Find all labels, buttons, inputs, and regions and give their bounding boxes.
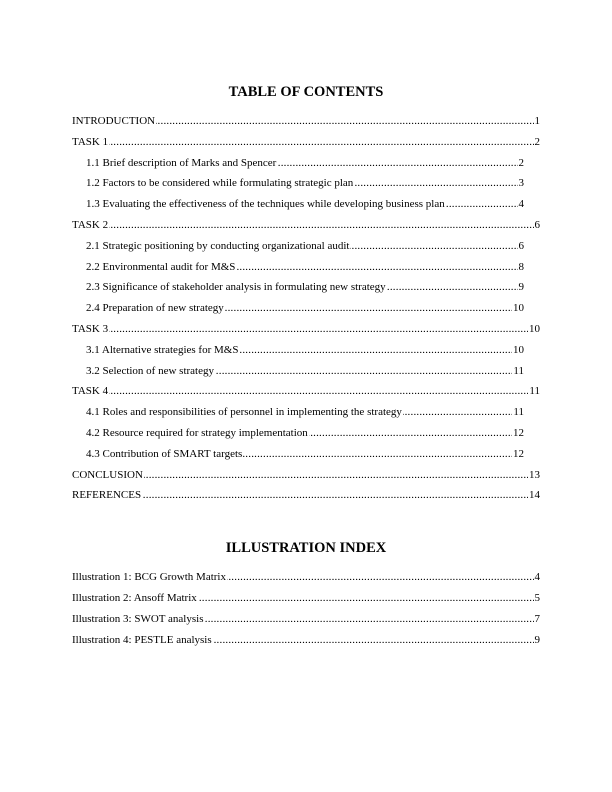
toc-entry[interactable] xyxy=(72,217,540,233)
toc-entry[interactable] xyxy=(72,487,540,503)
toc-entry[interactable] xyxy=(86,300,524,316)
illustration-index-title: ILLUSTRATION INDEX xyxy=(225,540,387,556)
dot-leader xyxy=(72,321,540,337)
entry-page-number: 13 xyxy=(529,468,540,481)
entry-page-number: 6 xyxy=(518,239,524,252)
entry-label: Illustration 3: SWOT analysis xyxy=(72,613,204,625)
entry-label: INTRODUCTION xyxy=(72,115,156,127)
toc-entry[interactable] xyxy=(86,342,524,358)
entry-label: 3.1 Alternative strategies for M&S xyxy=(86,343,239,356)
entry-page-number: 7 xyxy=(534,613,540,625)
toc-entry[interactable] xyxy=(72,611,540,627)
entry-page-number: 3 xyxy=(518,177,524,190)
entry-page-number: 11 xyxy=(529,385,540,398)
toc-entry[interactable] xyxy=(86,196,524,212)
toc-title: TABLE OF CONTENTS xyxy=(228,84,384,100)
entry-label: Illustration 4: PESTLE analysis xyxy=(72,634,212,646)
toc-entry[interactable] xyxy=(86,175,524,191)
entry-label: Illustration 1: BCG Growth Matrix xyxy=(72,571,226,583)
entry-label: TASK 2 xyxy=(72,219,109,231)
entry-label: 2.1 Strategic positioning by conducting organizational audit xyxy=(86,239,350,252)
toc-entry[interactable] xyxy=(86,259,524,275)
toc-entry[interactable] xyxy=(72,321,540,337)
entry-label: TASK 1 xyxy=(72,135,109,148)
entry-label: 2.2 Environmental audit for M&S xyxy=(86,260,236,273)
entry-label: 1.1 Brief description of Marks and Spencer xyxy=(86,156,277,169)
entry-page-number: 11 xyxy=(513,364,524,377)
toc-entry[interactable] xyxy=(72,383,540,399)
entry-label: 1.2 Factors to be considered while formulating strategic plan xyxy=(86,177,354,190)
dot-leader xyxy=(72,383,540,399)
entry-page-number: 6 xyxy=(534,219,540,231)
entry-page-number: 14 xyxy=(529,489,540,502)
entry-page-number: 12 xyxy=(513,447,524,460)
entry-label: 2.3 Significance of stakeholder analysis in formulating new strategy xyxy=(86,281,386,294)
entry-page-number: 9 xyxy=(518,281,524,294)
entry-page-number: 4 xyxy=(518,198,524,211)
entry-page-number: 8 xyxy=(518,260,524,273)
toc-entry[interactable] xyxy=(72,113,540,129)
entry-page-number: 9 xyxy=(534,634,540,646)
toc-entry[interactable] xyxy=(86,279,524,295)
entry-page-number: 11 xyxy=(513,406,524,419)
entry-page-number: 5 xyxy=(534,592,540,604)
entry-label: TASK 3 xyxy=(72,323,109,335)
dot-leader xyxy=(72,487,540,503)
toc-entry[interactable] xyxy=(86,155,524,171)
entry-label: 4.2 Resource required for strategy implementation xyxy=(86,427,308,439)
entry-label: REFERENCES xyxy=(72,489,142,502)
entry-label: 2.4 Preparation of new strategy xyxy=(86,302,224,315)
toc-entry[interactable] xyxy=(72,632,540,648)
toc-entry[interactable] xyxy=(72,134,540,150)
entry-page-number: 1 xyxy=(534,115,540,127)
toc-entry[interactable] xyxy=(72,569,540,585)
entry-label: 4.3 Contribution of SMART targets xyxy=(86,447,243,460)
toc-entry[interactable] xyxy=(86,425,524,441)
toc-entry[interactable] xyxy=(72,467,540,483)
entry-label: TASK 4 xyxy=(72,385,109,398)
entry-page-number: 10 xyxy=(529,323,540,335)
entry-label: CONCLUSION xyxy=(72,468,143,481)
toc-entry[interactable] xyxy=(86,404,524,420)
toc-entry[interactable] xyxy=(86,446,524,462)
entry-page-number: 2 xyxy=(534,135,540,148)
toc-entry[interactable] xyxy=(72,590,540,606)
entry-label: 1.3 Evaluating the effectiveness of the techniques while developing business plan xyxy=(86,198,445,211)
entry-label: 3.2 Selection of new strategy xyxy=(86,364,214,377)
entry-page-number: 10 xyxy=(513,302,524,315)
entry-page-number: 10 xyxy=(513,343,524,356)
dot-leader xyxy=(72,217,540,233)
entry-page-number: 4 xyxy=(534,571,540,583)
dot-leader xyxy=(72,134,540,150)
entry-page-number: 2 xyxy=(518,156,524,169)
entry-label: Illustration 2: Ansoff Matrix xyxy=(72,592,197,604)
toc-entry[interactable] xyxy=(86,363,524,379)
entry-page-number: 12 xyxy=(513,427,524,439)
toc-entry[interactable] xyxy=(86,238,524,254)
entry-label: 4.1 Roles and responsibilities of personnel in implementing the strategy xyxy=(86,406,402,419)
